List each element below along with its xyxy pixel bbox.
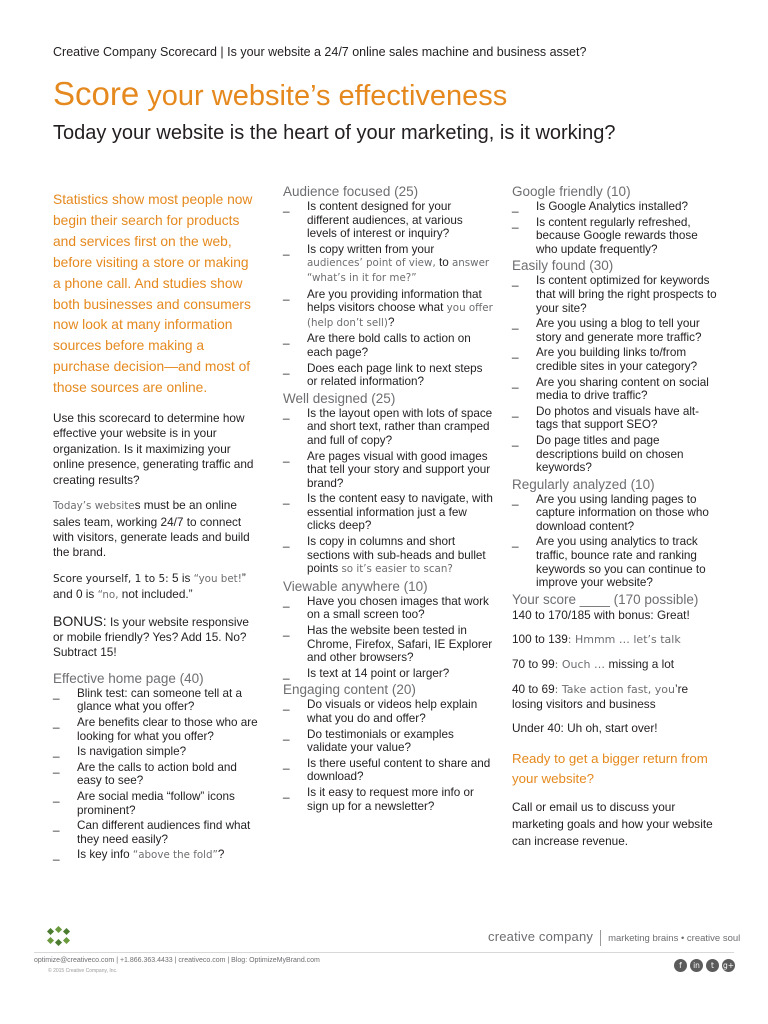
score-no: “no, bbox=[97, 589, 119, 602]
sales-team-text: s must be an online sales team, working 24/7 to connect with visitors, generate leads and build the brand. bbox=[53, 498, 250, 560]
list-engaging bbox=[283, 698, 493, 813]
score-range-ouch: 70 to 99: Ouch … missing a lot bbox=[512, 656, 675, 671]
section-title-analyzed: Regularly analyzed (10) bbox=[512, 476, 655, 492]
footer-divider bbox=[34, 952, 734, 953]
score-range-great: 140 to 170/185 with bonus: Great! bbox=[512, 607, 690, 622]
list-item: _ Are social media “follow” icons prominent? bbox=[53, 789, 235, 817]
page-subtitle: Today your website is the heart of your marketing, is it working? bbox=[53, 122, 616, 144]
linkedin-icon[interactable]: in bbox=[690, 959, 703, 972]
list-item: _ Are pages visual with good images that tell your story and support your brand? bbox=[283, 449, 491, 490]
list-item: _ Is copy in columns and short sections with sub-heads and bullet points so it’s easier to scan? bbox=[283, 535, 486, 576]
score-text-c: not included.” bbox=[118, 587, 193, 602]
header-line: Creative Company Scorecard | Is your website a 24/7 online sales machine and business asset? bbox=[53, 45, 587, 59]
list-item: _ Are you using a blog to tell your story and generate more traffic? bbox=[512, 317, 702, 344]
score-range-talk: 100 to 139: Hmmm … let’s talk bbox=[512, 631, 681, 646]
list-item: _ Is the layout open with lots of space and short text, rather than cramped and full of copy? bbox=[283, 406, 493, 447]
twitter-icon[interactable]: t bbox=[706, 959, 719, 972]
bonus-text: Is your website responsive or mobile friendly? Yes? Add 15. No? Subtract 15! bbox=[53, 614, 249, 660]
list-item: _ Are you sharing content on social media to drive traffic? bbox=[512, 375, 709, 403]
google-plus-icon[interactable]: g+ bbox=[722, 961, 735, 970]
social-icons bbox=[674, 959, 735, 972]
list-item: _ Is the content easy to navigate, with essential information just a few clicks deep? bbox=[283, 492, 493, 533]
list-item: _ Is navigation simple? bbox=[53, 745, 187, 759]
list-home bbox=[53, 687, 258, 863]
section-title-engaging: Engaging content (20) bbox=[283, 682, 416, 698]
list-item: _ Have you chosen images that work on a small screen too? bbox=[283, 594, 489, 622]
intro-para-scorecard: Use this scorecard to determine how effective your website is in your organization. Is it maximizing your online presence, generating traffic and creating results? bbox=[53, 411, 254, 487]
list-item: _ Are the calls to action bold and easy to see? bbox=[53, 760, 237, 788]
list-analyzed bbox=[512, 493, 720, 590]
list-item: _ Blink test: can someone tell at a glance what you offer? bbox=[53, 686, 243, 714]
title-rest: your website’s effectiveness bbox=[139, 80, 508, 112]
score-title: Your score ____ (170 possible) bbox=[512, 591, 699, 607]
list-design bbox=[283, 407, 493, 577]
score-yourself: Score yourself, 1 to 5: bbox=[53, 572, 169, 585]
intro-para-scoring bbox=[53, 571, 258, 604]
list-item: _ Is copy written from your audiences’ point of view, to answer “what’s in it for me?” bbox=[283, 242, 490, 284]
list-viewable bbox=[283, 595, 493, 681]
section-title-home: Effective home page (40) bbox=[53, 670, 204, 686]
bonus-label: BONUS: bbox=[53, 612, 107, 629]
cta-text: Call or email us to discuss your marketing goals and how your website can increase revenue. bbox=[512, 799, 713, 848]
brand-name: creative company bbox=[488, 929, 594, 944]
brand-tagline: marketing brains • creative soul bbox=[608, 933, 741, 944]
today-websites: Today’s website bbox=[53, 500, 135, 513]
list-audience bbox=[283, 200, 493, 389]
score-you-bet: “you bet! bbox=[193, 572, 242, 585]
footer-copyright: © 2015 Creative Company, Inc. bbox=[48, 968, 118, 974]
score-text-a: 5 is bbox=[168, 570, 194, 585]
list-item: _ Are you providing information that helps visitors choose what you offer (help don’t sell)? bbox=[283, 287, 493, 329]
list-item: _ Are you using analytics to track traffic, bounce rate and ranking keywords so you can continue to improve your website? bbox=[512, 535, 706, 590]
list-item: _ Has the website been tested in Chrome, Firefox, Safari, IE Explorer and other browsers? bbox=[283, 624, 493, 665]
section-title-found: Easily found (30) bbox=[512, 258, 614, 274]
list-item: _ Is content optimized for keywords that will bring the right prospects to your site? bbox=[512, 274, 717, 315]
column-middle bbox=[283, 184, 493, 815]
section-title-google: Google friendly (10) bbox=[512, 184, 631, 199]
cta-heading: Ready to get a bigger return from your website? bbox=[512, 750, 708, 786]
title-score-word: Score bbox=[53, 75, 140, 112]
list-item: _ Are there bold calls to action on each page? bbox=[283, 332, 471, 359]
brand-lockup bbox=[488, 929, 740, 946]
score-range-action: 40 to 69: Take action fast, you’re losing visitors and business bbox=[512, 681, 689, 711]
list-item: _ Are you building links to/from credible sites in your category? bbox=[512, 346, 698, 373]
score-range-start-over: Under 40: Uh oh, start over! bbox=[512, 720, 658, 735]
list-item: _ Is key info “above the fold”? bbox=[53, 848, 225, 862]
list-item: _ Does each page link to next steps or related information? bbox=[283, 361, 483, 389]
list-item: _ Do visuals or videos help explain what you do and offer? bbox=[283, 698, 478, 725]
list-item: _ Can different audiences find what they need easily? bbox=[53, 819, 251, 846]
list-item: _ Is text at 14 point or larger? bbox=[283, 666, 450, 680]
column-right bbox=[512, 184, 720, 850]
intro-para-sales-team bbox=[53, 498, 258, 561]
list-item: _ Are you using landing pages to capture information on those who download content? bbox=[512, 492, 709, 533]
list-google bbox=[512, 200, 720, 256]
page-title bbox=[53, 74, 507, 116]
list-item: _ Is content designed for your different audiences, at various levels of interest or inquiry? bbox=[283, 200, 463, 241]
list-item: _ Is there useful content to share and download? bbox=[283, 756, 491, 784]
section-title-viewable: Viewable anywhere (10) bbox=[283, 578, 428, 594]
column-intro bbox=[53, 184, 258, 865]
list-item: _ Do page titles and page descriptions build on chosen keywords? bbox=[512, 433, 684, 475]
list-item: _ Do testimonials or examples validate your value? bbox=[283, 727, 454, 755]
list-item: _ Are benefits clear to those who are looking for what you offer? bbox=[53, 715, 258, 743]
list-item: _ Is content regularly refreshed, because Google rewards those who update frequently? bbox=[512, 215, 698, 256]
facebook-icon[interactable]: f bbox=[674, 959, 687, 972]
list-item: _ Is it easy to request more info or sign up for a newsletter? bbox=[283, 785, 474, 813]
list-item: _ Do photos and visuals have alt-tags that support SEO? bbox=[512, 404, 700, 432]
footer-contact: optimize@creativeco.com | +1.866.363.4433 | creativeco.com | Blog: OptimizeMyBrand.com bbox=[34, 957, 320, 964]
section-title-design: Well designed (25) bbox=[283, 390, 396, 406]
list-found bbox=[512, 274, 720, 474]
intro-statistics: Statistics show most people now begin their search for products and services first on the web, before visiting a store or making a phone call. And studies show both businesses and consumers now look at many information sources before making a purchase decision—and most of those sources are online. bbox=[53, 192, 253, 396]
list-item: _ Is Google Analytics installed? bbox=[512, 200, 689, 213]
creative-company-logo-icon bbox=[46, 926, 72, 946]
bonus-para bbox=[53, 614, 258, 661]
score-text-b: ” and 0 is bbox=[53, 570, 246, 602]
brand-divider bbox=[600, 930, 601, 946]
section-title-audience: Audience focused (25) bbox=[283, 184, 419, 199]
